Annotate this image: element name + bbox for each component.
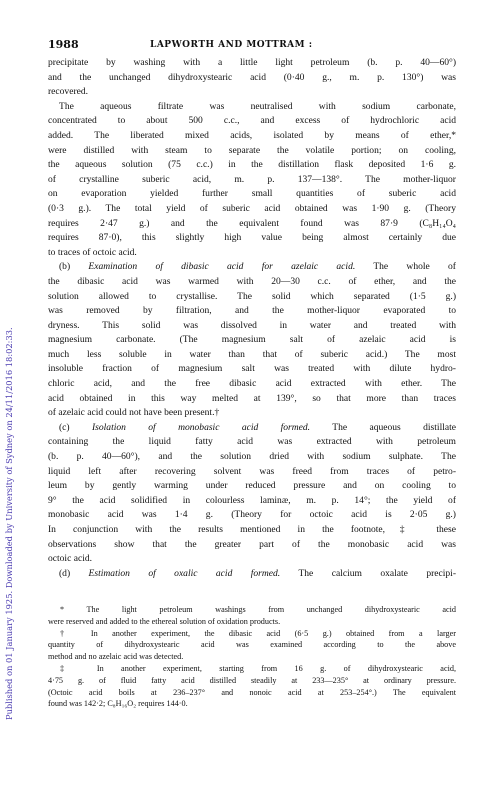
text-line: liquid left after recovering solvent was freed from traces of petro-: [48, 465, 456, 477]
text-line: recovered.: [48, 86, 89, 98]
section-b-heading-line: [48, 260, 456, 275]
section-label: (d): [59, 567, 89, 579]
footnote-line: † In another experiment, the dibasic acid (6·5 g.) obtained from a larger: [60, 628, 456, 638]
running-head: LAPWORTH AND MOTTRAM :: [150, 40, 313, 50]
text-line: of crystalline suberic acid, m. p. 137—138°. The mother-liquor: [48, 173, 456, 185]
footnotes: [48, 604, 456, 710]
footnote-line: quantity of dihydroxystearic acid was examined according to the above: [48, 640, 456, 650]
text-line: to traces of octoic acid.: [48, 246, 137, 258]
footnote-line: 4·75 g. of fluid fatty acid distilled steadily at 233—235° at ordinary pressure.: [48, 675, 456, 685]
section-d-heading-line: [48, 567, 456, 582]
text-line: the aqueous solution (75 c.c.) in the distillation flask deposited 1·6 g.: [48, 159, 456, 171]
body-text: [48, 56, 456, 581]
footnote-line: (Octoic acid boils at 236–237° and nonoic acid at 253–254°.) The equivalent: [48, 687, 456, 697]
text-line: dryness. This solid was dissolved in water and treated with: [48, 319, 456, 331]
section-c-heading-line: [48, 421, 456, 436]
footnote-line: method and no azelaic acid was detected.: [48, 652, 184, 662]
text-line: insoluble fraction of magnesium salt was treated with dilute hydro-: [48, 363, 456, 375]
text-line: much less soluble in water than that of suberic acid.) The most: [48, 348, 456, 360]
text-line: (0·3 g.). The total yield of suberic acid obtained was 1·90 g. (Theory: [48, 202, 456, 214]
text-line: The aqueous filtrate was neutralised with sodium carbonate,: [59, 100, 456, 112]
footnote-line: ‡ In another experiment, starting from 16 g. of dihydroxystearic acid,: [60, 663, 456, 673]
text-line: on evaporation yielded further small quantities of suberic acid: [48, 188, 456, 200]
text-fragment: The aqueous distillate: [332, 421, 456, 433]
text-line: of azelaic acid could not have been present.†: [48, 407, 220, 419]
text-fragment: The calcium oxalate precipi-: [298, 567, 456, 579]
text-line: acid obtained in this way melted at 139°, so that more than traces: [48, 392, 456, 404]
text-line: requires 87·0), this slightly high value being almost certainly due: [48, 232, 456, 244]
section-d-heading: Estimation of oxalic acid formed.: [88, 567, 281, 579]
text-line: magnesium carbonate. (The magnesium salt of azelaic acid is: [48, 334, 456, 346]
text-line: was removed by filtration, and the mother-liquor evaporated to: [48, 305, 456, 317]
text-line: leum by gently warming under reduced pressure and on cooling to: [48, 480, 456, 492]
section-label: (c): [59, 421, 92, 433]
section-label: (b): [59, 261, 89, 273]
text-line: octoic acid.: [48, 553, 93, 565]
text-line: In conjunction with the results mentioned in the footnote,‡ these: [48, 524, 456, 535]
text-line: observations show that the greater part of the monobasic acid was: [48, 538, 456, 550]
footnote-line: * The light petroleum washings from unchanged dihydroxystearic acid: [60, 605, 456, 614]
text-line: precipitate by washing with a little light petroleum (b. p. 40—60°): [48, 57, 456, 68]
text-line: the dibasic acid was warmed with 20—30 c.c. of ether, and the: [48, 275, 456, 287]
text-line: were distilled with steam to separate the volatile portion; on cooling,: [48, 144, 456, 156]
text-line: added. The liberated mixed acids, isolated by means of ether,*: [48, 129, 456, 141]
text-line: containing the liquid fatty acid was extracted with petroleum: [48, 436, 456, 448]
download-watermark-text: Published on 01 January 1925. Downloaded by University of Sydney on 24/11/2016 18:02:33.: [4, 327, 14, 720]
download-watermark: [2, 60, 16, 720]
section-c-heading: Isolation of monobasic acid formed.: [91, 421, 311, 433]
text-line: (b. p. 40—60°), and the solution dried with sodium sulphate. The: [48, 451, 456, 463]
footnote-line: were reserved and added to the ethereal solution of oxidation products.: [48, 616, 281, 626]
page-number: 1988: [48, 38, 79, 51]
section-b-heading: Examination of dibasic acid for azelaic acid.: [88, 261, 356, 273]
text-line: concentrated to about 500 c.c., and excess of hydrochloric acid: [48, 115, 456, 127]
text-line: 9° the acid solidified in colourless laminæ, m. p. 14°; the yield of: [48, 494, 456, 506]
text-line: monobasic acid was 1·4 g. (Theory for octoic acid is 2·05 g.): [48, 509, 456, 521]
text-line: chloric acid, and the free dibasic acid extracted with ether. The: [48, 378, 456, 390]
footnote-line: found was 142·2; C₈H₁₆O₂ requires 144·0.: [48, 699, 188, 709]
text-line: requires 2·47 g.) and the equivalent found was 87·9 (C₈H₁₄O₄: [48, 217, 456, 229]
text-fragment: The whole of: [373, 261, 456, 273]
text-line: and the unchanged dihydroxystearic acid (0·40 g., m. p. 130°) was: [48, 71, 456, 83]
text-line: solution allowed to crystallise. The solid which separated (1·5 g.): [48, 290, 456, 302]
